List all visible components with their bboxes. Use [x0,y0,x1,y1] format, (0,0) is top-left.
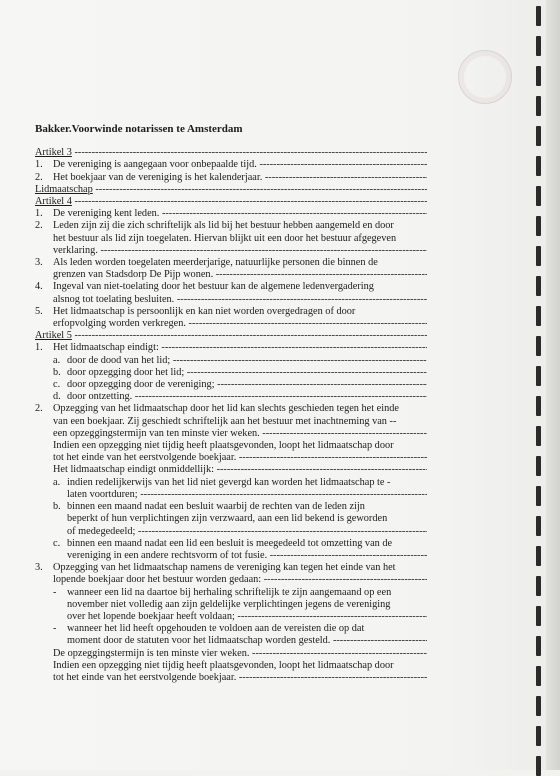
binding-ring [536,336,541,356]
spiral-binding [534,0,544,770]
binding-ring [536,576,541,596]
article-4-item-2: 2. Leden zijn zij die zich schriftelijk als lid bij het bestuur hebben aangemeld en door het bestuur als lid zijn toegelaten. Hiervan blijkt uit een door het bestuur afgegeven verklaring. ----- [35,220,427,257]
binding-ring [536,426,541,446]
sub-item-b: b. door opzegging door het lid; ----- [53,367,427,379]
sub-item-d: d. door ontzetting. ----- [53,391,427,403]
dash-item-2: - wanneer het lid heeft opgehouden te voldoen aan de vereisten die op dat moment door de statuten voor het lidmaatschap worden gesteld. ----- [53,623,427,647]
article-3-title: Artikel 3 ----- [35,147,427,159]
binding-ring [536,6,541,26]
article-3-item-2: 2. Het boekjaar van de vereniging is het kalenderjaar. ----- [35,172,427,184]
article-5-item-1: 1. Het lidmaatschap eindigt: ----- a. door de dood van het lid; ----- b. door opzegging door het lid; ----- c. door opzegging door de vereniging; ----- d. door ontzetting. ----- [35,342,427,403]
document-body [35,123,427,684]
binding-ring [536,606,541,626]
article-4-item-4: 4. Ingeval van niet-toelating door het bestuur kan de algemene ledenvergadering alsnog tot toelating besluiten. ----- [35,281,427,305]
binding-ring [536,186,541,206]
sub-item-c: c. door opzegging door de vereniging; ----- [53,379,427,391]
notary-seal [458,50,512,104]
binding-ring [536,366,541,386]
section-heading-lidmaatschap: Lidmaatschap ----- [35,184,427,196]
article-4-title: Artikel 4 ----- [35,196,427,208]
binding-ring [536,276,541,296]
binding-ring [536,96,541,116]
binding-ring [536,636,541,656]
article-5-item-3: 3. Opzegging van het lidmaatschap namens de vereniging kan tegen het einde van het lopende boekjaar door het bestuur worden gedaan: ----- - wanneer een lid na daartoe bij herhaling schriftelijk te zijn aangemaand op een november niet volledig aan zijn geldelijke verplichtingen jegens de vereniging over het lopende boekjaar heeft voldaan; ----- - wanneer het lid heeft opgehouden te voldoen aan de vereisten die op dat moment door de statuten voor het lidmaatschap worden gesteld. ----- De opzeggingstermijn is ten minste vier weken. ----- Indien een opzegging niet tijdig heeft plaatsgevonden, loopt het lidmaatschap door tot het einde van het eerstvolgende boekjaar. ----- [35,562,427,684]
article-4-item-3: 3. Als leden worden toegelaten meerderjarige, natuurlijke personen die binnen de grenzen van Stadsdorp De Pijp wonen. ----- [35,257,427,281]
binding-ring [536,756,541,776]
dash-item-1: - wanneer een lid na daartoe bij herhaling schriftelijk te zijn aangemaand op een november niet volledig aan zijn geldelijke verplichtingen jegens de vereniging over het lopende boekjaar heeft voldaan; ----- [53,587,427,624]
article-4-item-1: 1. De vereniging kent leden. ----- [35,208,427,220]
article-3-item-1: 1. De vereniging is aangegaan voor onbepaalde tijd. ----- [35,159,427,171]
sub-item-c: c. binnen een maand nadat een lid een besluit is meegedeeld tot omzetting van de vereniging in een andere rechtsvorm of tot fusie. ----- [53,538,427,562]
sub-item-a: a. door de dood van het lid; ----- [53,355,427,367]
binding-ring [536,216,541,236]
binding-ring [536,456,541,476]
sub-item-a: a. indien redelijkerwijs van het lid niet gevergd kan worden het lidmaatschap te - laten voortduren; ----- [53,477,427,501]
article-5-item-2: 2. Opzegging van het lidmaatschap door het lid kan slechts geschieden tegen het einde van een boekjaar. Zij geschiedt schriftelijk aan het bestuur met inachtneming van -- een opzeggingstermijn van ten minste vier weken. ----- Indien een opzegging niet tijdig heeft plaatsgevonden, loopt het lidmaatschap door tot het einde van het eerstvolgende boekjaar. ----- Het lidmaatschap eindigt onmiddellijk: ----- a. indien redelijkerwijs van het lid niet gevergd kan worden het lidmaatschap te - laten voortduren; ----- b. binnen een maand nadat een besluit waarbij de rechten van de leden zijn beperkt of hun verplichtingen zijn verzwaard, aan een lid bekend is geworden of medegedeeld; ----- c. binnen een maand nadat een lid een besluit is meegedeeld tot omzetting van de vereniging in een andere rechtsvorm of tot fusie. ----- [35,403,427,562]
sub-item-b: b. binnen een maand nadat een besluit waarbij de rechten van de leden zijn beperkt of hun verplichtingen zijn verzwaard, aan een lid bekend is geworden of medegedeeld; ----- [53,501,427,538]
binding-ring [536,516,541,536]
binding-ring [536,666,541,686]
article-5-title: Artikel 5 ----- [35,330,427,342]
binding-ring [536,306,541,326]
binding-ring [536,396,541,416]
binding-ring [536,66,541,86]
article-4-item-5: 5. Het lidmaatschap is persoonlijk en kan niet worden overgedragen of door erfopvolging worden verkregen. ----- [35,306,427,330]
binding-ring [536,726,541,746]
binding-ring [536,156,541,176]
page-edge [546,0,560,770]
binding-ring [536,546,541,566]
binding-ring [536,486,541,506]
binding-ring [536,36,541,56]
notary-header: Bakker.Voorwinde notarissen te Amsterdam [35,123,243,135]
binding-ring [536,696,541,716]
binding-ring [536,126,541,146]
binding-ring [536,246,541,266]
